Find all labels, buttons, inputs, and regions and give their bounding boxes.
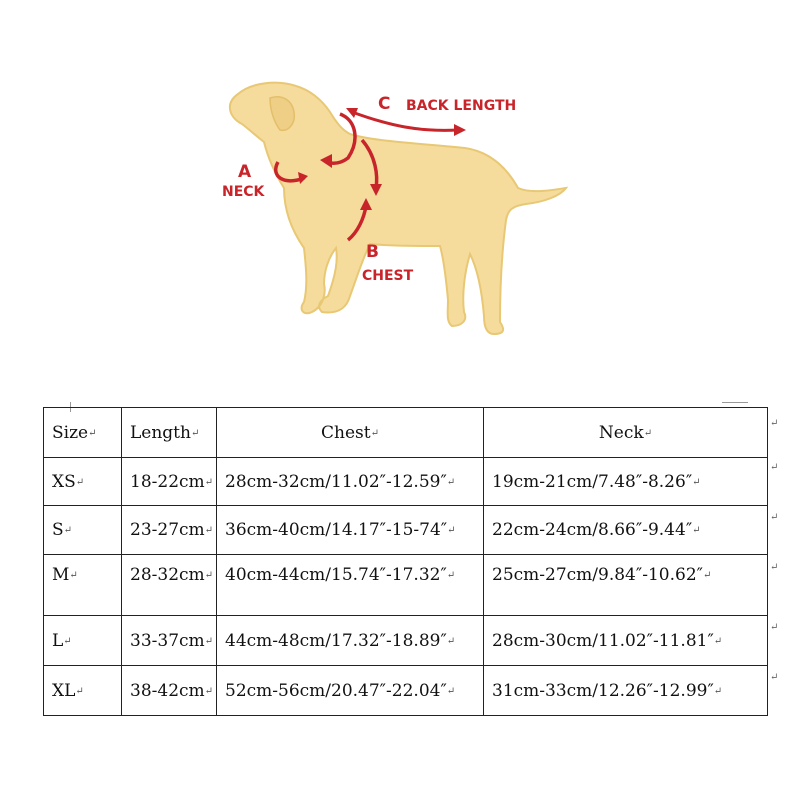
row-end-mark: ↵ [770, 462, 779, 473]
cell-neck: 25cm-27cm/9.84″-10.62″↵ [484, 555, 768, 616]
cell-chest: 44cm-48cm/17.32″-18.89″↵ [217, 616, 484, 666]
header-neck: Neck↵ [484, 408, 768, 458]
cell-size: M↵ [44, 555, 122, 616]
row-end-mark: ↵ [770, 418, 779, 429]
cell-size: L↵ [44, 616, 122, 666]
row-end-mark: ↵ [770, 622, 779, 633]
label-back-length: BACK LENGTH [406, 98, 517, 114]
cell-length: 28-32cm↵ [122, 555, 217, 616]
cell-length: 23-27cm↵ [122, 506, 217, 555]
row-end-mark: ↵ [770, 562, 779, 573]
header-chest: Chest↵ [217, 408, 484, 458]
row-end-mark: ↵ [770, 512, 779, 523]
cell-chest: 36cm-40cm/14.17″-15-74″↵ [217, 506, 484, 555]
cell-chest: 52cm-56cm/20.47″-22.04″↵ [217, 666, 484, 716]
label-b-letter: B [366, 242, 379, 262]
dog-silhouette [230, 83, 566, 334]
cell-size: XL↵ [44, 666, 122, 716]
table-row [44, 555, 768, 616]
cell-neck: 19cm-21cm/7.48″-8.26″↵ [484, 458, 768, 506]
cell-length: 33-37cm↵ [122, 616, 217, 666]
cell-neck: 31cm-33cm/12.26″-12.99″↵ [484, 666, 768, 716]
header-length: Length↵ [122, 408, 217, 458]
table-row [44, 458, 768, 506]
size-chart-table [43, 407, 768, 716]
label-neck: NECK [222, 184, 265, 200]
dog-measurement-diagram [200, 60, 600, 360]
cell-neck: 22cm-24cm/8.66″-9.44″↵ [484, 506, 768, 555]
table-row [44, 616, 768, 666]
cell-size: S↵ [44, 506, 122, 555]
cell-length: 18-22cm↵ [122, 458, 217, 506]
cell-chest: 28cm-32cm/11.02″-12.59″↵ [217, 458, 484, 506]
table-header-row [44, 408, 768, 458]
table-row [44, 506, 768, 555]
dog-illustration [200, 60, 600, 360]
cell-size: XS↵ [44, 458, 122, 506]
cell-chest: 40cm-44cm/15.74″-17.32″↵ [217, 555, 484, 616]
label-a-letter: A [238, 162, 252, 182]
header-size: Size↵ [44, 408, 122, 458]
label-chest: CHEST [362, 268, 414, 284]
row-end-mark: ↵ [770, 672, 779, 683]
corner-mark-right [722, 402, 748, 403]
table-row [44, 666, 768, 716]
cell-length: 38-42cm↵ [122, 666, 217, 716]
label-c-letter: C [378, 94, 391, 114]
cell-neck: 28cm-30cm/11.02″-11.81″↵ [484, 616, 768, 666]
